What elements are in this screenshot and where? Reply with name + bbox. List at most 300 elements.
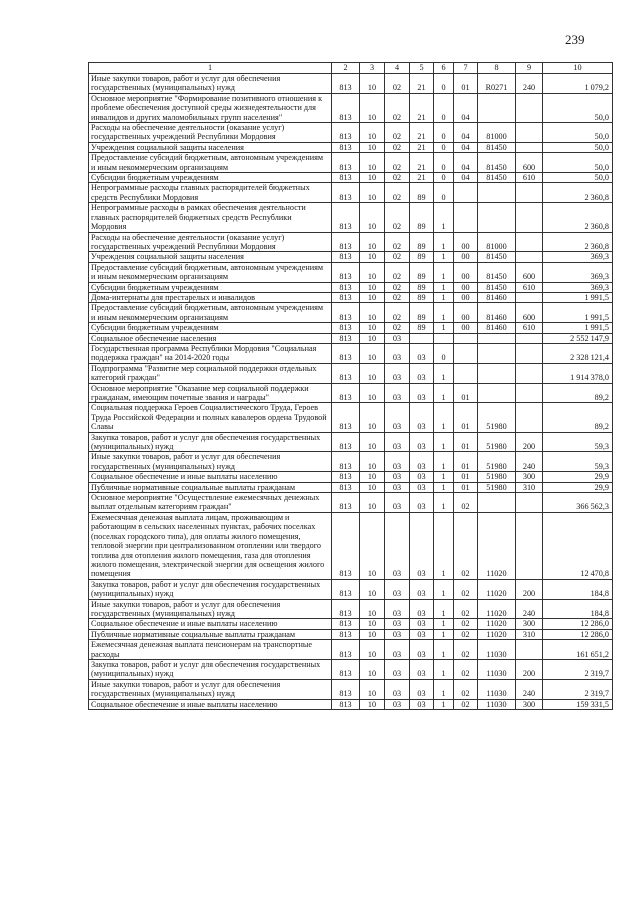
direction-cell: 81450 bbox=[478, 252, 516, 262]
subsection-cell: 03 bbox=[385, 699, 410, 709]
admin-code-cell: 813 bbox=[332, 619, 360, 629]
program-cell: 89 bbox=[410, 303, 434, 323]
row-name-cell: Социальное обеспечение и иные выплаты населению bbox=[89, 699, 332, 709]
admin-code-cell: 813 bbox=[332, 333, 360, 343]
program-cell: 21 bbox=[410, 123, 434, 143]
subprogram-cell: 0 bbox=[434, 173, 454, 183]
admin-code-cell: 813 bbox=[332, 343, 360, 363]
section-cell: 10 bbox=[360, 629, 385, 639]
admin-code-cell: 813 bbox=[332, 232, 360, 252]
row-name-cell: Иные закупки товаров, работ и услуг для обеспечения государственных (муниципальных) нужд bbox=[89, 599, 332, 619]
page-number: 239 bbox=[565, 32, 585, 47]
section-cell: 10 bbox=[360, 493, 385, 513]
expense-type-cell: 200 bbox=[516, 579, 543, 599]
expense-type-cell: 300 bbox=[516, 472, 543, 482]
direction-cell: 11020 bbox=[478, 599, 516, 619]
section-cell: 10 bbox=[360, 292, 385, 302]
table-row bbox=[89, 123, 613, 143]
admin-code-cell: 813 bbox=[332, 629, 360, 639]
admin-code-cell: 813 bbox=[332, 153, 360, 173]
activity-cell: 00 bbox=[454, 292, 478, 302]
program-cell: 03 bbox=[410, 579, 434, 599]
subsection-cell: 02 bbox=[385, 282, 410, 292]
row-name-cell: Публичные нормативные социальные выплаты гражданам bbox=[89, 482, 332, 492]
row-name-cell: Закупка товаров, работ и услуг для обеспечения государственных (муниципальных) нужд bbox=[89, 579, 332, 599]
activity-cell: 04 bbox=[454, 142, 478, 152]
section-cell: 10 bbox=[360, 323, 385, 333]
row-name-cell: Учреждения социальной защиты населения bbox=[89, 142, 332, 152]
amount-cell: 29,9 bbox=[543, 472, 613, 482]
admin-code-cell: 813 bbox=[332, 303, 360, 323]
table-row bbox=[89, 579, 613, 599]
column-header: 9 bbox=[516, 63, 543, 74]
table-row bbox=[89, 232, 613, 252]
expense-type-cell: 310 bbox=[516, 629, 543, 639]
subsection-cell: 02 bbox=[385, 153, 410, 173]
section-cell: 10 bbox=[360, 640, 385, 660]
subprogram-cell: 0 bbox=[434, 183, 454, 203]
subsection-cell: 03 bbox=[385, 640, 410, 660]
expense-type-cell bbox=[516, 640, 543, 660]
section-cell: 10 bbox=[360, 512, 385, 579]
expense-type-cell bbox=[516, 512, 543, 579]
program-cell: 03 bbox=[410, 343, 434, 363]
admin-code-cell: 813 bbox=[332, 323, 360, 333]
amount-cell: 161 651,2 bbox=[543, 640, 613, 660]
table-row bbox=[89, 403, 613, 432]
subsection-cell: 03 bbox=[385, 493, 410, 513]
expense-type-cell bbox=[516, 252, 543, 262]
subprogram-cell: 1 bbox=[434, 482, 454, 492]
row-name-cell: Публичные нормативные социальные выплаты гражданам bbox=[89, 629, 332, 639]
table-row bbox=[89, 363, 613, 383]
subprogram-cell: 1 bbox=[434, 679, 454, 699]
amount-cell: 369,3 bbox=[543, 262, 613, 282]
amount-cell: 12 286,0 bbox=[543, 619, 613, 629]
subsection-cell: 03 bbox=[385, 629, 410, 639]
activity-cell: 04 bbox=[454, 173, 478, 183]
subsection-cell: 02 bbox=[385, 173, 410, 183]
program-cell: 03 bbox=[410, 599, 434, 619]
admin-code-cell: 813 bbox=[332, 183, 360, 203]
program-cell: 89 bbox=[410, 203, 434, 232]
admin-code-cell: 813 bbox=[332, 659, 360, 679]
direction-cell bbox=[478, 93, 516, 122]
subprogram-cell: 0 bbox=[434, 93, 454, 122]
expense-type-cell: 600 bbox=[516, 262, 543, 282]
column-header: 3 bbox=[360, 63, 385, 74]
subsection-cell: 02 bbox=[385, 232, 410, 252]
activity-cell: 02 bbox=[454, 619, 478, 629]
row-name-cell: Иные закупки товаров, работ и услуг для обеспечения государственных (муниципальных) нужд bbox=[89, 679, 332, 699]
section-cell: 10 bbox=[360, 333, 385, 343]
amount-cell: 50,0 bbox=[543, 93, 613, 122]
subprogram-cell: 1 bbox=[434, 292, 454, 302]
subprogram-cell: 0 bbox=[434, 343, 454, 363]
row-name-cell: Ежемесячная денежная выплата пенсионерам на транспортные расходы bbox=[89, 640, 332, 660]
table-row bbox=[89, 183, 613, 203]
program-cell: 21 bbox=[410, 173, 434, 183]
section-cell: 10 bbox=[360, 153, 385, 173]
section-cell: 10 bbox=[360, 262, 385, 282]
admin-code-cell: 813 bbox=[332, 472, 360, 482]
admin-code-cell: 813 bbox=[332, 282, 360, 292]
direction-cell: 81450 bbox=[478, 153, 516, 173]
amount-cell: 50,0 bbox=[543, 173, 613, 183]
subprogram-cell: 1 bbox=[434, 432, 454, 452]
direction-cell: 81000 bbox=[478, 123, 516, 143]
program-cell: 03 bbox=[410, 383, 434, 403]
activity-cell: 04 bbox=[454, 93, 478, 122]
table-row bbox=[89, 282, 613, 292]
amount-cell: 1 991,5 bbox=[543, 323, 613, 333]
direction-cell: 11020 bbox=[478, 579, 516, 599]
admin-code-cell: 813 bbox=[332, 252, 360, 262]
table-row bbox=[89, 142, 613, 152]
activity-cell: 00 bbox=[454, 262, 478, 282]
amount-cell: 2 360,8 bbox=[543, 183, 613, 203]
amount-cell: 2 360,8 bbox=[543, 232, 613, 252]
row-name-cell: Субсидии бюджетным учреждениям bbox=[89, 282, 332, 292]
section-cell: 10 bbox=[360, 183, 385, 203]
program-cell: 03 bbox=[410, 679, 434, 699]
program-cell: 03 bbox=[410, 403, 434, 432]
expense-type-cell bbox=[516, 93, 543, 122]
section-cell: 10 bbox=[360, 303, 385, 323]
program-cell: 03 bbox=[410, 699, 434, 709]
row-name-cell: Учреждения социальной защиты населения bbox=[89, 252, 332, 262]
row-name-cell: Непрограммные расходы главных распорядителей бюджетных средств Республики Мордовия bbox=[89, 183, 332, 203]
expense-type-cell bbox=[516, 333, 543, 343]
table-row bbox=[89, 343, 613, 363]
expense-type-cell bbox=[516, 292, 543, 302]
section-cell: 10 bbox=[360, 232, 385, 252]
subsection-cell: 03 bbox=[385, 619, 410, 629]
table-row bbox=[89, 173, 613, 183]
section-cell: 10 bbox=[360, 403, 385, 432]
admin-code-cell: 813 bbox=[332, 452, 360, 472]
row-name-cell: Социальное обеспечение населения bbox=[89, 333, 332, 343]
expense-type-cell: 610 bbox=[516, 173, 543, 183]
subprogram-cell: 1 bbox=[434, 203, 454, 232]
activity-cell: 00 bbox=[454, 303, 478, 323]
table-row bbox=[89, 292, 613, 302]
subsection-cell: 03 bbox=[385, 472, 410, 482]
program-cell: 03 bbox=[410, 452, 434, 472]
subprogram-cell: 1 bbox=[434, 232, 454, 252]
activity-cell bbox=[454, 183, 478, 203]
activity-cell: 02 bbox=[454, 629, 478, 639]
amount-cell: 2 552 147,9 bbox=[543, 333, 613, 343]
amount-cell: 50,0 bbox=[543, 153, 613, 173]
expense-type-cell: 600 bbox=[516, 303, 543, 323]
subsection-cell: 02 bbox=[385, 123, 410, 143]
subsection-cell: 02 bbox=[385, 252, 410, 262]
subprogram-cell: 1 bbox=[434, 323, 454, 333]
program-cell bbox=[410, 333, 434, 343]
admin-code-cell: 813 bbox=[332, 74, 360, 94]
expense-type-cell bbox=[516, 142, 543, 152]
subprogram-cell: 1 bbox=[434, 599, 454, 619]
subsection-cell: 03 bbox=[385, 659, 410, 679]
table-row bbox=[89, 74, 613, 94]
table-row bbox=[89, 659, 613, 679]
admin-code-cell: 813 bbox=[332, 493, 360, 513]
expense-type-cell: 240 bbox=[516, 599, 543, 619]
amount-cell: 12 286,0 bbox=[543, 629, 613, 639]
column-header: 4 bbox=[385, 63, 410, 74]
row-name-cell: Социальная поддержка Героев Социалистического Труда, Героев Труда Российской Федерации и полных кавалеров ордена Трудовой Славы bbox=[89, 403, 332, 432]
program-cell: 03 bbox=[410, 629, 434, 639]
direction-cell: R0271 bbox=[478, 74, 516, 94]
program-cell: 03 bbox=[410, 659, 434, 679]
section-cell: 10 bbox=[360, 659, 385, 679]
amount-cell: 59,3 bbox=[543, 432, 613, 452]
table-row bbox=[89, 383, 613, 403]
table-row bbox=[89, 452, 613, 472]
section-cell: 10 bbox=[360, 472, 385, 482]
amount-cell: 184,8 bbox=[543, 579, 613, 599]
subprogram-cell: 1 bbox=[434, 403, 454, 432]
program-cell: 03 bbox=[410, 363, 434, 383]
row-name-cell: Иные закупки товаров, работ и услуг для обеспечения государственных (муниципальных) нужд bbox=[89, 74, 332, 94]
amount-cell: 50,0 bbox=[543, 123, 613, 143]
expense-type-cell: 240 bbox=[516, 452, 543, 472]
section-cell: 10 bbox=[360, 123, 385, 143]
admin-code-cell: 813 bbox=[332, 432, 360, 452]
activity-cell: 00 bbox=[454, 323, 478, 333]
table-row bbox=[89, 333, 613, 343]
section-cell: 10 bbox=[360, 699, 385, 709]
row-name-cell: Расходы на обеспечение деятельности (оказание услуг) государственных учреждений Республики Мордовия bbox=[89, 232, 332, 252]
subprogram-cell: 1 bbox=[434, 262, 454, 282]
program-cell: 89 bbox=[410, 323, 434, 333]
amount-cell: 1 079,2 bbox=[543, 74, 613, 94]
activity-cell: 01 bbox=[454, 452, 478, 472]
subsection-cell: 02 bbox=[385, 142, 410, 152]
subprogram-cell: 1 bbox=[434, 472, 454, 482]
column-header: 10 bbox=[543, 63, 613, 74]
direction-cell: 81460 bbox=[478, 323, 516, 333]
subsection-cell: 02 bbox=[385, 183, 410, 203]
subprogram-cell: 1 bbox=[434, 282, 454, 292]
subprogram-cell: 0 bbox=[434, 142, 454, 152]
program-cell: 03 bbox=[410, 493, 434, 513]
subprogram-cell: 0 bbox=[434, 74, 454, 94]
admin-code-cell: 813 bbox=[332, 640, 360, 660]
activity-cell: 02 bbox=[454, 512, 478, 579]
admin-code-cell: 813 bbox=[332, 599, 360, 619]
activity-cell: 02 bbox=[454, 699, 478, 709]
program-cell: 03 bbox=[410, 432, 434, 452]
direction-cell: 11030 bbox=[478, 659, 516, 679]
direction-cell: 81460 bbox=[478, 292, 516, 302]
subprogram-cell: 1 bbox=[434, 619, 454, 629]
program-cell: 03 bbox=[410, 472, 434, 482]
section-cell: 10 bbox=[360, 142, 385, 152]
expense-type-cell: 240 bbox=[516, 74, 543, 94]
table-row bbox=[89, 482, 613, 492]
program-cell: 03 bbox=[410, 640, 434, 660]
amount-cell: 2 360,8 bbox=[543, 203, 613, 232]
row-name-cell: Социальное обеспечение и иные выплаты населению bbox=[89, 472, 332, 482]
direction-cell bbox=[478, 343, 516, 363]
section-cell: 10 bbox=[360, 363, 385, 383]
expense-type-cell bbox=[516, 123, 543, 143]
direction-cell: 51980 bbox=[478, 472, 516, 482]
amount-cell: 369,3 bbox=[543, 252, 613, 262]
activity-cell: 02 bbox=[454, 659, 478, 679]
table-row bbox=[89, 493, 613, 513]
row-name-cell: Субсидии бюджетным учреждениям bbox=[89, 323, 332, 333]
subprogram-cell: 0 bbox=[434, 123, 454, 143]
amount-cell: 184,8 bbox=[543, 599, 613, 619]
expense-type-cell: 200 bbox=[516, 432, 543, 452]
direction-cell: 51980 bbox=[478, 432, 516, 452]
section-cell: 10 bbox=[360, 93, 385, 122]
table-row bbox=[89, 262, 613, 282]
subprogram-cell: 1 bbox=[434, 252, 454, 262]
expense-type-cell: 200 bbox=[516, 659, 543, 679]
direction-cell: 81450 bbox=[478, 262, 516, 282]
subprogram-cell: 1 bbox=[434, 363, 454, 383]
amount-cell: 29,9 bbox=[543, 482, 613, 492]
program-cell: 03 bbox=[410, 619, 434, 629]
activity-cell: 04 bbox=[454, 123, 478, 143]
subsection-cell: 03 bbox=[385, 403, 410, 432]
activity-cell: 01 bbox=[454, 432, 478, 452]
subsection-cell: 02 bbox=[385, 292, 410, 302]
activity-cell: 01 bbox=[454, 403, 478, 432]
activity-cell: 00 bbox=[454, 232, 478, 252]
program-cell: 21 bbox=[410, 153, 434, 173]
section-cell: 10 bbox=[360, 343, 385, 363]
activity-cell bbox=[454, 343, 478, 363]
row-name-cell: Дома-интернаты для престарелых и инвалидов bbox=[89, 292, 332, 302]
column-header: 2 bbox=[332, 63, 360, 74]
activity-cell: 02 bbox=[454, 640, 478, 660]
expense-type-cell: 610 bbox=[516, 323, 543, 333]
admin-code-cell: 813 bbox=[332, 262, 360, 282]
amount-cell: 2 319,7 bbox=[543, 659, 613, 679]
table-row bbox=[89, 203, 613, 232]
direction-cell bbox=[478, 183, 516, 203]
program-cell: 21 bbox=[410, 142, 434, 152]
subsection-cell: 02 bbox=[385, 93, 410, 122]
program-cell: 21 bbox=[410, 74, 434, 94]
amount-cell: 89,2 bbox=[543, 383, 613, 403]
table-row bbox=[89, 640, 613, 660]
table-row bbox=[89, 619, 613, 629]
section-cell: 10 bbox=[360, 282, 385, 292]
expense-type-cell: 240 bbox=[516, 679, 543, 699]
activity-cell bbox=[454, 363, 478, 383]
section-cell: 10 bbox=[360, 579, 385, 599]
activity-cell: 04 bbox=[454, 153, 478, 173]
direction-cell: 11020 bbox=[478, 512, 516, 579]
subsection-cell: 02 bbox=[385, 262, 410, 282]
subsection-cell: 03 bbox=[385, 363, 410, 383]
row-name-cell: Ежемесячная денежная выплата лицам, проживающим и работающим в сельских населенных пунктах, рабочих поселках (поселках городского типа), для оплаты жилого помещения, тепловой энергии при централизованном отоплении или твердого топлива для отопления жилого помещения, газа для отопления жилого помещения, электрической энергии для освещения жилого помещения bbox=[89, 512, 332, 579]
table-row bbox=[89, 472, 613, 482]
expense-type-cell: 600 bbox=[516, 153, 543, 173]
direction-cell bbox=[478, 363, 516, 383]
direction-cell: 81450 bbox=[478, 173, 516, 183]
subprogram-cell: 1 bbox=[434, 579, 454, 599]
expense-type-cell: 310 bbox=[516, 482, 543, 492]
activity-cell: 01 bbox=[454, 74, 478, 94]
amount-cell: 50,0 bbox=[543, 142, 613, 152]
subprogram-cell bbox=[434, 333, 454, 343]
column-header: 1 bbox=[89, 63, 332, 74]
direction-cell: 51980 bbox=[478, 403, 516, 432]
column-header: 6 bbox=[434, 63, 454, 74]
subprogram-cell: 1 bbox=[434, 303, 454, 323]
table-row bbox=[89, 432, 613, 452]
column-header: 5 bbox=[410, 63, 434, 74]
program-cell: 89 bbox=[410, 282, 434, 292]
row-name-cell: Предоставление субсидий бюджетным, автономным учреждениям и иным некоммерческим организациям bbox=[89, 153, 332, 173]
table-row bbox=[89, 93, 613, 122]
direction-cell: 81450 bbox=[478, 282, 516, 292]
admin-code-cell: 813 bbox=[332, 173, 360, 183]
section-cell: 10 bbox=[360, 599, 385, 619]
section-cell: 10 bbox=[360, 679, 385, 699]
admin-code-cell: 813 bbox=[332, 579, 360, 599]
subprogram-cell: 1 bbox=[434, 629, 454, 639]
section-cell: 10 bbox=[360, 452, 385, 472]
row-name-cell: Государственная программа Республики Мордовия "Социальная поддержка граждан" на 2014-2020 годы bbox=[89, 343, 332, 363]
amount-cell: 159 331,5 bbox=[543, 699, 613, 709]
direction-cell bbox=[478, 383, 516, 403]
program-cell: 89 bbox=[410, 292, 434, 302]
direction-cell: 11030 bbox=[478, 699, 516, 709]
expense-type-cell bbox=[516, 363, 543, 383]
admin-code-cell: 813 bbox=[332, 699, 360, 709]
expense-type-cell bbox=[516, 203, 543, 232]
table-row bbox=[89, 679, 613, 699]
admin-code-cell: 813 bbox=[332, 142, 360, 152]
program-cell: 89 bbox=[410, 262, 434, 282]
subsection-cell: 03 bbox=[385, 343, 410, 363]
activity-cell: 01 bbox=[454, 383, 478, 403]
program-cell: 03 bbox=[410, 482, 434, 492]
section-cell: 10 bbox=[360, 383, 385, 403]
direction-cell: 11020 bbox=[478, 619, 516, 629]
subprogram-cell: 1 bbox=[434, 493, 454, 513]
row-name-cell: Закупка товаров, работ и услуг для обеспечения государственных (муниципальных) нужд bbox=[89, 659, 332, 679]
row-name-cell: Основное мероприятие "Формирование позитивного отношения к проблеме обеспечения доступной среды жизнедеятельности для инвалидов и других маломобильных групп населения" bbox=[89, 93, 332, 122]
admin-code-cell: 813 bbox=[332, 512, 360, 579]
subsection-cell: 02 bbox=[385, 323, 410, 333]
activity-cell: 01 bbox=[454, 482, 478, 492]
section-cell: 10 bbox=[360, 252, 385, 262]
row-name-cell: Непрограммные расходы в рамках обеспечения деятельности главных распорядителей бюджетных средств Республики Мордовия bbox=[89, 203, 332, 232]
expense-type-cell: 300 bbox=[516, 699, 543, 709]
subsection-cell: 02 bbox=[385, 203, 410, 232]
amount-cell: 2 319,7 bbox=[543, 679, 613, 699]
program-cell: 89 bbox=[410, 252, 434, 262]
expense-type-cell: 300 bbox=[516, 619, 543, 629]
section-cell: 10 bbox=[360, 203, 385, 232]
row-name-cell: Социальное обеспечение и иные выплаты населению bbox=[89, 619, 332, 629]
subsection-cell: 03 bbox=[385, 482, 410, 492]
row-name-cell: Иные закупки товаров, работ и услуг для обеспечения государственных (муниципальных) нужд bbox=[89, 452, 332, 472]
expense-type-cell bbox=[516, 343, 543, 363]
direction-cell: 81000 bbox=[478, 232, 516, 252]
expense-type-cell: 610 bbox=[516, 282, 543, 292]
activity-cell: 02 bbox=[454, 679, 478, 699]
